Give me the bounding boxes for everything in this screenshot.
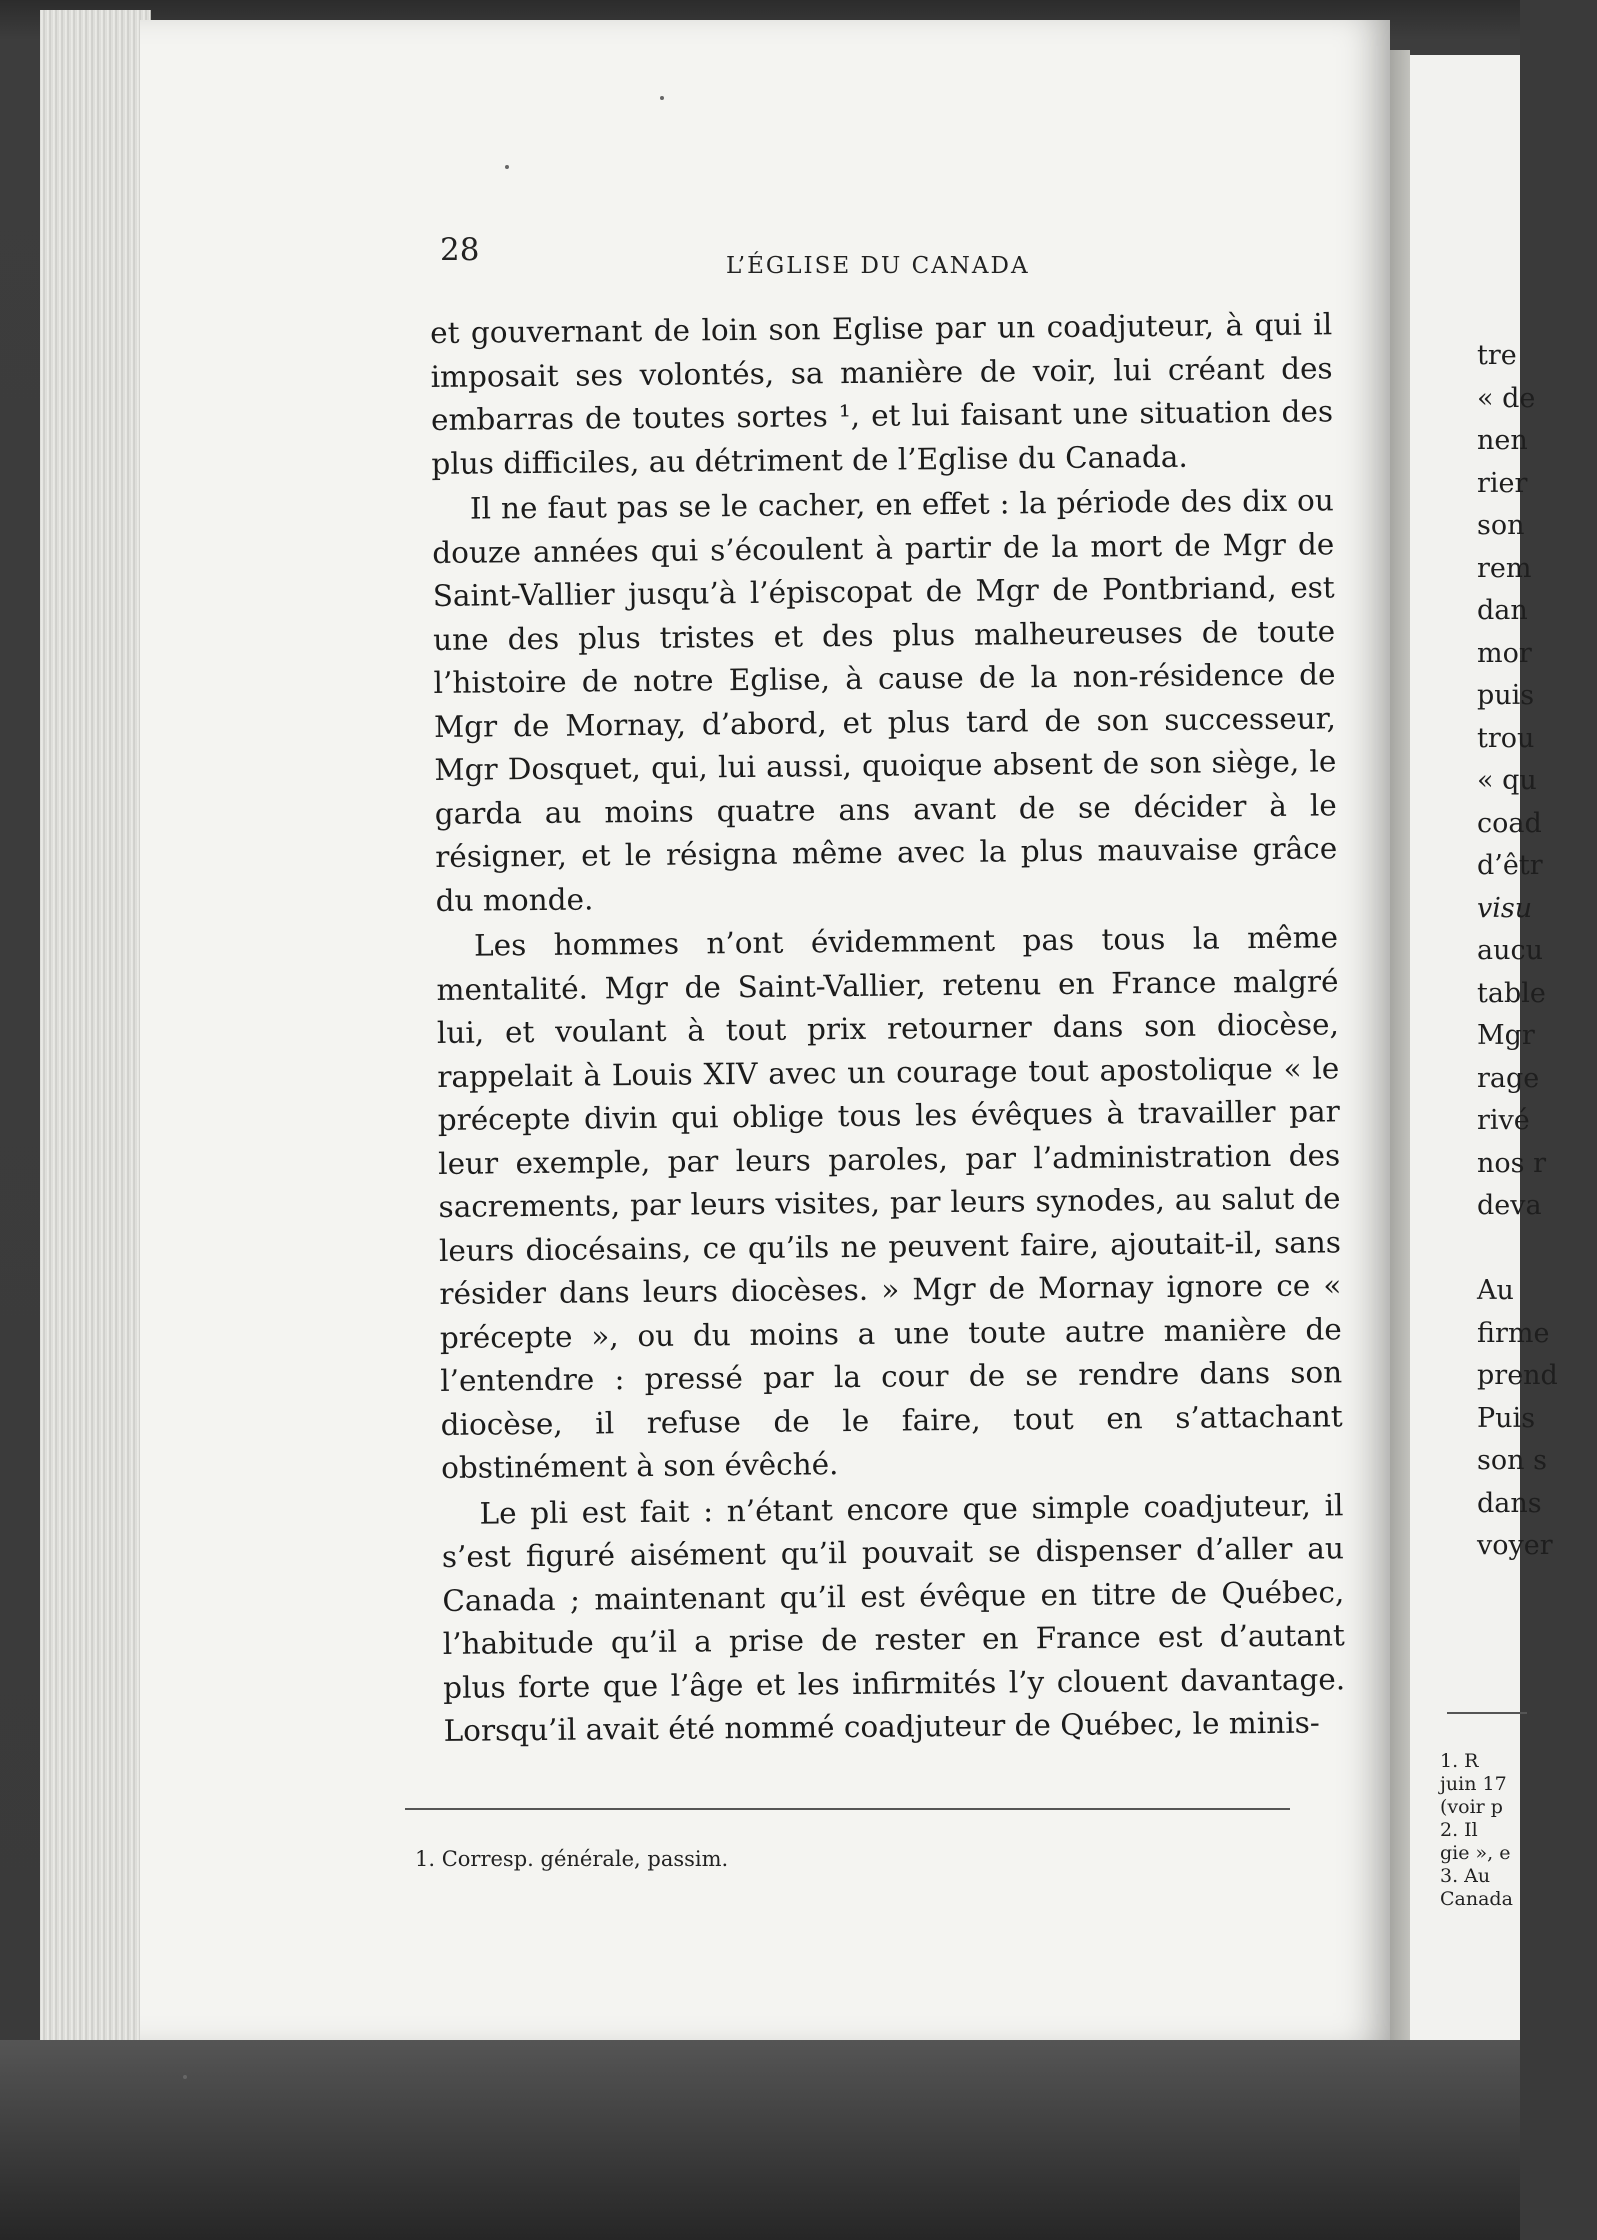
facing-line: nos r <box>1477 1147 1546 1179</box>
facing-footnote-rule <box>1447 1712 1527 1714</box>
facing-note-line: (voir p <box>1440 1796 1503 1818</box>
facing-footnotes <box>1440 1750 1513 1911</box>
facing-line: « qu <box>1477 765 1537 796</box>
facing-note-line: juin 17 <box>1440 1773 1507 1795</box>
paragraph: Il ne faut pas se le cacher, en effet : la période des dix ou douze années qui s’écoulent à partir de la mort de Mgr de Saint-Vallier jusqu’à l’épiscopat de Mgr de Pontbriand, est une des plus tristes et des plus malheureuses de toute l’histoire de notre Eglise, à cause de la non-résidence de Mgr de Mornay, d’abord, et plus tard de son successeur, Mgr Dosquet, qui, lui aussi, quoique absent de son siège, le garda au moins quatre ans avant de se décider à le résigner, et le résigna même avec la plus mauvaise grâce du monde. <box>432 483 1338 918</box>
facing-line: rem <box>1477 552 1532 584</box>
dust-speck <box>183 2075 187 2079</box>
facing-note-line: Canada <box>1440 1888 1513 1910</box>
facing-line <box>1477 1228 1597 1271</box>
facing-line: mor <box>1477 637 1532 669</box>
facing-line: voyer <box>1477 1530 1553 1561</box>
facing-line: « de <box>1477 382 1536 414</box>
facing-line: prend <box>1477 1360 1558 1391</box>
facing-line: coad <box>1477 807 1542 839</box>
facing-line: visu <box>1477 892 1533 924</box>
running-head: L’ÉGLISE DU CANADA <box>726 253 1030 279</box>
page-edges <box>40 10 151 2060</box>
facing-line: rier <box>1477 467 1528 499</box>
facing-note-line: 1. R <box>1440 1750 1479 1772</box>
facing-line: Au <box>1477 1275 1514 1306</box>
facing-line: table <box>1477 977 1546 1009</box>
facing-line: Mgr <box>1477 1020 1535 1051</box>
facing-line: dans <box>1477 1487 1542 1519</box>
facing-note-line: 2. Il <box>1440 1819 1478 1841</box>
dust-speck <box>660 96 664 100</box>
footnote: 1. Corresp. générale, passim. <box>415 1847 729 1871</box>
facing-line: aucu <box>1477 935 1543 966</box>
page-number: 28 <box>440 232 480 268</box>
paragraph: Le pli est fait : n’étant encore que simple coadjuteur, il s’est figuré aisément qu’il pouvait se dispenser d’aller au Canada ; maintenant qu’il est évêque en titre de Québec, l’habitude qu’il a prise de rester en France est d’autant plus forte que l’âge et les infirmités l’y clouent davantage. Lorsqu’il avait été nommé coadjuteur de Québec, le minis- <box>441 1487 1346 1748</box>
facing-line: tre <box>1477 340 1517 371</box>
facing-line: nen <box>1477 425 1528 456</box>
facing-line: rivé <box>1477 1105 1530 1136</box>
bottom-shadow <box>0 2040 1520 2240</box>
facing-line: son <box>1477 510 1525 541</box>
dust-speck <box>505 165 509 169</box>
facing-line: dan <box>1477 595 1528 626</box>
facing-line: firme <box>1477 1317 1550 1349</box>
facing-page-text <box>1477 335 1597 1568</box>
facing-line: rage <box>1477 1062 1540 1094</box>
facing-line: puis <box>1477 680 1535 711</box>
body-text <box>430 303 1346 1753</box>
facing-line: trou <box>1477 722 1535 754</box>
facing-line: Puis <box>1477 1402 1536 1434</box>
footnote-rule <box>405 1808 1290 1810</box>
facing-note-line: gie », e <box>1440 1842 1511 1864</box>
facing-note-line: 3. Au <box>1440 1865 1491 1887</box>
facing-line: son s <box>1477 1445 1547 1476</box>
facing-line: d’êtr <box>1477 850 1543 881</box>
paragraph: Les hommes n’ont évidemment pas tous la même mentalité. Mgr de Saint-Vallier, retenu en France malgré lui, et voulant à tout prix retourner dans son diocèse, rappelait à Louis XIV avec un courage tout apostolique « le précepte divin qui oblige tous les évêques à travailler par leur exemple, par leurs paroles, par l’administration des sacrements, par leurs visites, par leurs synodes, au salut de leurs diocésains, ce qu’ils ne peuvent faire, ajoutait-il, sans résider dans leurs diocèses. » Mgr de Mornay ignore ce « précepte », ou du moins a une toute autre manière de l’entendre : pressé par la cour de se rendre dans son diocèse, il refuse de le faire, tout en s’attachant obstinément à son évêché. <box>436 920 1343 1485</box>
facing-line: deva <box>1477 1190 1542 1221</box>
paragraph: et gouvernant de loin son Eglise par un coadjuteur, à qui il imposait ses volontés, sa manière de voir, lui créant des embarras de toutes sortes ¹, et lui faisant une situation des plus difficiles, au détriment de l’Eglise du Canada. <box>430 307 1334 481</box>
